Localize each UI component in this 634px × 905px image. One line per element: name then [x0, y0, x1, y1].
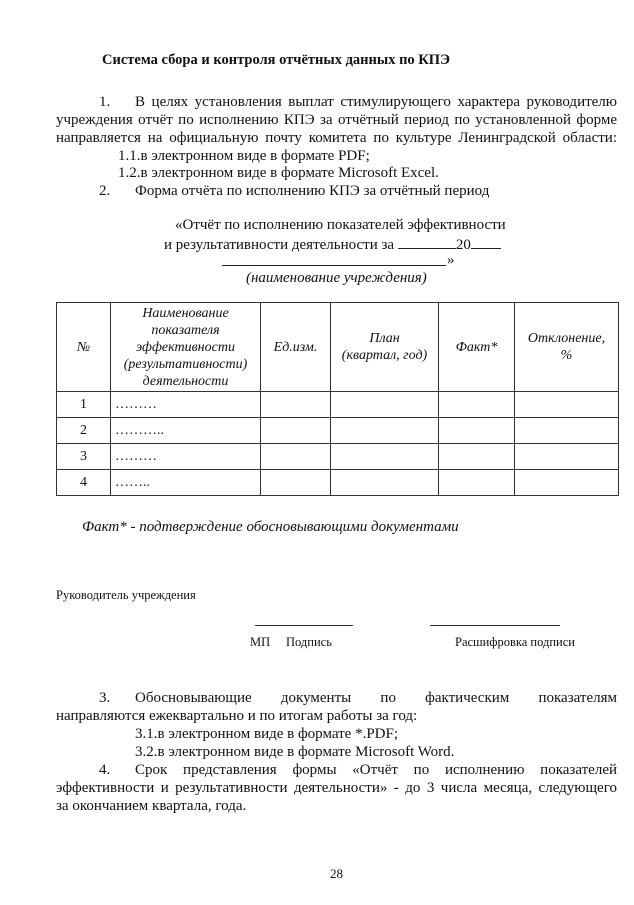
row-indicator: ……..: [111, 470, 261, 496]
para3-sub1: 3.1.в электронном виде в формате *.PDF;: [135, 726, 399, 742]
kpi-report-table: [56, 302, 619, 496]
row-deviation: [515, 418, 619, 444]
para2-number: 2.: [99, 183, 111, 199]
form-title-prefix: и результативности деятельности за: [164, 237, 395, 253]
header-name-line1: Наименование: [142, 305, 229, 321]
para3-line1: Обосновывающие документы по фактическим показателям: [135, 690, 617, 706]
para1-line2: учреждения отчёт по исполнению КПЭ за отчётный период по установленной форме: [56, 112, 617, 128]
header-name-line4: (результативности): [123, 356, 248, 372]
signature-line: [255, 625, 353, 626]
row-plan: [331, 392, 439, 418]
signature-decode-label: Расшифровка подписи: [455, 635, 575, 649]
para1-line3: направляется на официальную почту комитета по культуре Ленинградской области:: [56, 130, 617, 146]
header-plan-line1: План: [369, 331, 400, 346]
para4-line1: Срок представления формы «Отчёт по исполнению показателей: [135, 762, 617, 778]
header-deviation: [515, 303, 619, 392]
header-indicator-name: [111, 303, 261, 392]
row-plan: [331, 470, 439, 496]
para1-number: 1.: [99, 94, 111, 110]
row-plan: [331, 444, 439, 470]
para3-sub2: 3.2.в электронном виде в формате Microsoft Word.: [135, 744, 455, 760]
table-row: [57, 392, 619, 418]
row-indicator: ………..: [111, 418, 261, 444]
row-unit: [261, 392, 331, 418]
year-prefix: 20: [455, 237, 471, 253]
header-name-line5: деятельности: [142, 373, 229, 389]
header-name-line3: эффективности: [136, 339, 235, 355]
header-name-line2: показателя: [151, 322, 220, 338]
para4-line2: эффективности и результативности деятельности» - до 3 числа месяца, следующего: [56, 780, 617, 796]
table-header-row: [57, 303, 619, 392]
institution-name-blank: [222, 250, 446, 266]
row-indicator: ………: [111, 444, 261, 470]
para3-line2: направляются ежеквартально и по итогам работы за год:: [56, 708, 418, 724]
table-row: [57, 470, 619, 496]
para2-text: Форма отчёта по исполнению КПЭ за отчётный период: [135, 183, 490, 199]
head-label: Руководитель учреждения: [56, 588, 196, 602]
page-title: Система сбора и контроля отчётных данных по КПЭ: [102, 52, 450, 68]
header-deviation-line1: Отклонение,: [527, 331, 606, 346]
para1-sub2: 1.2.в электронном виде в формате Microsoft Excel.: [118, 165, 439, 181]
page-number: 28: [330, 866, 343, 881]
row-indicator: ………: [111, 392, 261, 418]
signature-decode-line: [430, 625, 560, 626]
signature-label: Подпись: [286, 635, 332, 649]
para1-sub1: 1.1.в электронном виде в формате PDF;: [118, 148, 370, 164]
row-unit: [261, 418, 331, 444]
table-row: [57, 444, 619, 470]
header-unit: Ед.изм.: [261, 303, 331, 392]
row-unit: [261, 444, 331, 470]
header-fact: Факт*: [439, 303, 515, 392]
para4-number: 4.: [99, 762, 111, 778]
period-blank: [398, 234, 456, 249]
form-title-line1: «Отчёт по исполнению показателей эффективности: [175, 217, 506, 233]
row-num: 4: [57, 470, 111, 496]
header-plan-line2: (квартал, год): [341, 348, 428, 363]
row-num: 2: [57, 418, 111, 444]
para3-number: 3.: [99, 690, 111, 706]
para4-line3: за окончанием квартала, года.: [56, 798, 247, 814]
year-blank: [471, 234, 501, 249]
stamp-label: МП: [250, 635, 271, 649]
row-deviation: [515, 470, 619, 496]
row-num: 1: [57, 392, 111, 418]
row-num: 3: [57, 444, 111, 470]
row-fact: [439, 470, 515, 496]
row-fact: [439, 444, 515, 470]
institution-caption: (наименование учреждения): [246, 270, 427, 286]
header-deviation-line2: %: [560, 348, 573, 363]
fact-note: Факт* - подтверждение обосновывающими документами: [82, 519, 459, 535]
table-row: [57, 418, 619, 444]
header-num: №: [57, 303, 111, 392]
row-fact: [439, 392, 515, 418]
header-plan: [331, 303, 439, 392]
form-quote-close: »: [447, 252, 455, 268]
row-deviation: [515, 392, 619, 418]
row-fact: [439, 418, 515, 444]
row-deviation: [515, 444, 619, 470]
row-plan: [331, 418, 439, 444]
row-unit: [261, 470, 331, 496]
para1-line1: В целях установления выплат стимулирующего характера руководителю: [135, 94, 617, 110]
